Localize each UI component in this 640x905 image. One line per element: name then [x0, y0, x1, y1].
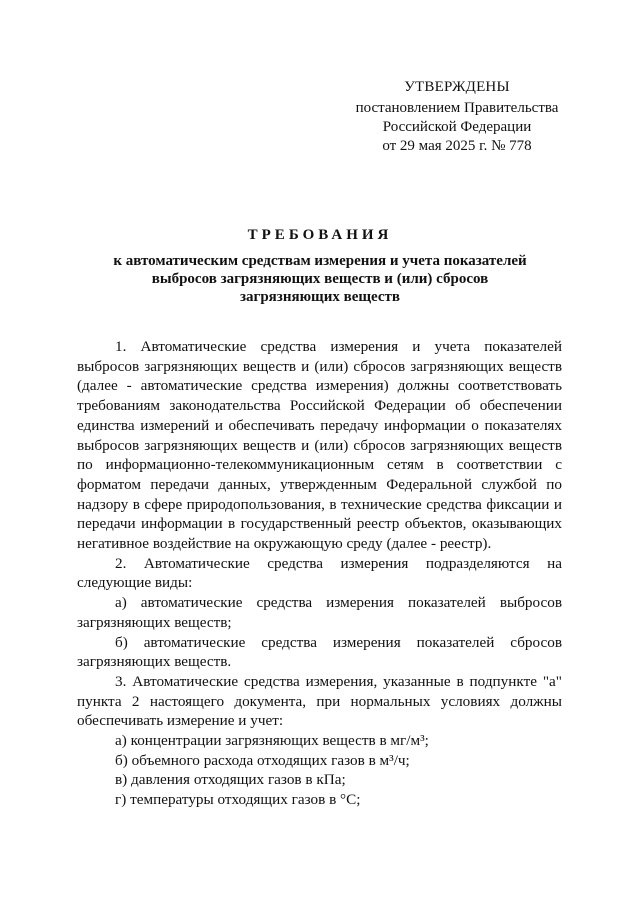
approval-heading: УТВЕРЖДЕНЫ [404, 79, 510, 95]
paragraph-3c: в) давления отходящих газов в кПа; [115, 771, 346, 789]
subtitle-line-3: загрязняющих веществ [240, 289, 400, 305]
subtitle-line-1: к автоматическим средствам измерения и учета показателей [113, 253, 527, 269]
approval-line-1: постановлением Правительства [355, 100, 559, 116]
paragraph-2a: а) автоматические средства измерения показателей выбросов загрязняющих веществ; [77, 594, 562, 631]
paragraph-2: 2. Автоматические средства измерения подразделяются на следующие виды: [77, 554, 562, 592]
document-body [77, 337, 562, 810]
paragraph-2b: б) автоматические средства измерения показателей сбросов загрязняющих веществ. [77, 633, 562, 671]
paragraph-3a: а) концентрации загрязняющих веществ в мг/м³; [115, 732, 429, 750]
document-title: ТРЕБОВАНИЯ [247, 227, 393, 243]
paragraph-3: 3. Автоматические средства измерения, указанные в подпункте "а" пункта 2 настоящего документа, при нормальных условиях должны обеспечивать измерение и учет: [77, 672, 562, 730]
paragraph-3d: г) температуры отходящих газов в °С; [115, 791, 361, 809]
approval-line-3: от 29 мая 2025 г. № 778 [382, 138, 532, 154]
approval-line-2: Российской Федерации [382, 119, 532, 135]
subtitle-line-2: выбросов загрязняющих веществ и (или) сбросов [151, 271, 489, 287]
paragraph-3b: б) объемного расхода отходящих газов в м³/ч; [115, 751, 410, 769]
approval-stamp [352, 78, 562, 156]
paragraph-1: 1. Автоматические средства измерения и учета показателей выбросов загрязняющих веществ и (или) сбросов загрязняющих веществ (далее - автоматические средства измерения) должны соответствовать требованиям законодательства Российской Федерации об обеспечении единства измерений и обеспечивать передачу информации о показателях выбросов загрязняющих веществ и (или) сбросов загрязняющих веществ по информационно-телекоммуникационным сетям в соответствии с форматом передачи данных, утвержденным Федеральной службой по надзору в сфере природопользования, в технические средства фиксации и передачи информации в государственный реестр объектов, оказывающих негативное воздействие на окружающую среду (далее - реестр). [77, 338, 562, 553]
document-subtitle [80, 252, 560, 306]
